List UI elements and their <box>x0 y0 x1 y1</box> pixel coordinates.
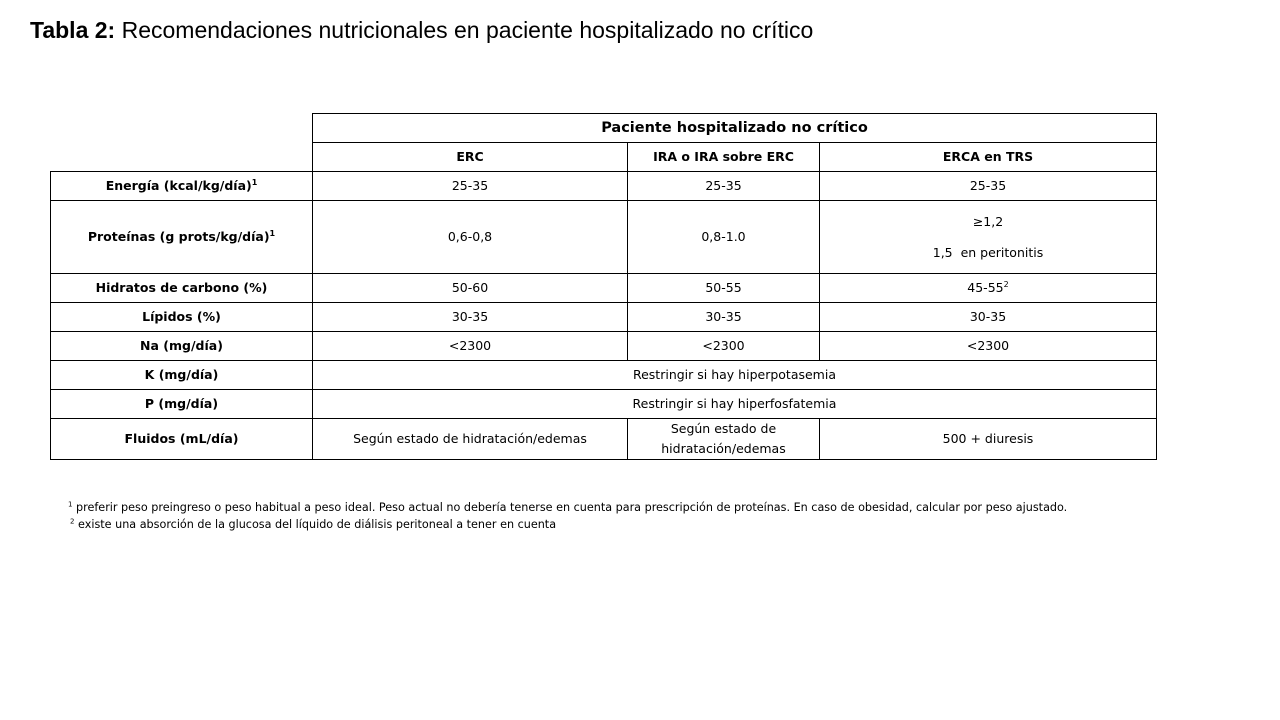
cell-energia-erca: 25-35 <box>820 172 1157 201</box>
footnote-2: $^2$ existe una absorción de la glucosa del líquido de diálisis peritoneal a tener en cuenta <box>70 517 557 531</box>
row-label-lipidos: Lípidos (%) <box>51 303 313 332</box>
cell-na-erc: <2300 <box>313 332 628 361</box>
cell-hidratos-erca: $45-55^2$ <box>820 274 1157 303</box>
nutrition-table <box>50 113 1157 460</box>
table-row <box>51 332 1157 361</box>
cell-fluidos-erca: 500 + diuresis <box>820 419 1157 460</box>
column-header-erca: ERCA en TRS <box>820 143 1157 172</box>
cell-fluidos-erc: Según estado de hidratación/edemas <box>313 419 628 460</box>
table-row <box>51 274 1157 303</box>
cell-lipidos-ira: 30-35 <box>628 303 820 332</box>
cell-k-value: Restringir si hay hiperpotasemia <box>313 361 1157 390</box>
table-row <box>51 390 1157 419</box>
cell-fluidos-ira <box>628 419 820 460</box>
cell-na-ira: <2300 <box>628 332 820 361</box>
proteinas-erca-line2: 1,5 en peritonitis <box>932 244 1044 260</box>
table-header-row-group <box>51 114 1157 143</box>
corner-cell <box>51 114 313 172</box>
cell-lipidos-erc: 30-35 <box>313 303 628 332</box>
fluidos-ira-line1: Según estado de <box>670 421 777 436</box>
cell-proteinas-erc: 0,6-0,8 <box>313 201 628 274</box>
column-header-ira: IRA o IRA sobre ERC <box>628 143 820 172</box>
row-label-hidratos: Hidratos de carbono (%) <box>51 274 313 303</box>
table-row <box>51 361 1157 390</box>
row-label-p: P (mg/día) <box>51 390 313 419</box>
title-label: Tabla 2: <box>30 17 116 43</box>
row-label-energia: Energía (kcal/kg/día)$^1$ <box>51 172 313 201</box>
cell-energia-erc: 25-35 <box>313 172 628 201</box>
footnote-1: $^1$ preferir peso preingreso o peso habitual a peso ideal. Peso actual no debería tenerse en cuenta para prescripción de proteínas. En caso de obesidad, calcular por peso ajustado. <box>68 500 1068 514</box>
column-header-erc: ERC <box>313 143 628 172</box>
row-label-na: Na (mg/día) <box>51 332 313 361</box>
table-row <box>51 172 1157 201</box>
row-label-fluidos: Fluidos (mL/día) <box>51 419 313 460</box>
footnotes <box>68 499 1067 533</box>
table-row <box>51 419 1157 460</box>
cell-proteinas-erca <box>820 201 1157 274</box>
row-label-proteinas: Proteínas (g prots/kg/día)$^1$ <box>51 201 313 274</box>
cell-energia-ira: 25-35 <box>628 172 820 201</box>
row-label-k: K (mg/día) <box>51 361 313 390</box>
cell-hidratos-ira: 50-55 <box>628 274 820 303</box>
group-header: Paciente hospitalizado no crítico <box>313 114 1157 143</box>
cell-lipidos-erca: 30-35 <box>820 303 1157 332</box>
table-row <box>51 303 1157 332</box>
cell-hidratos-erc: 50-60 <box>313 274 628 303</box>
cell-proteinas-ira: 0,8-1.0 <box>628 201 820 274</box>
page-title <box>30 15 813 45</box>
cell-na-erca: <2300 <box>820 332 1157 361</box>
title-text: Recomendaciones nutricionales en paciente hospitalizado no crítico <box>121 17 814 43</box>
table-row <box>51 201 1157 274</box>
proteinas-erca-line1: ≥1,2 <box>972 213 1004 229</box>
cell-p-value: Restringir si hay hiperfosfatemia <box>313 390 1157 419</box>
fluidos-ira-line2: hidratación/edemas <box>661 441 786 456</box>
